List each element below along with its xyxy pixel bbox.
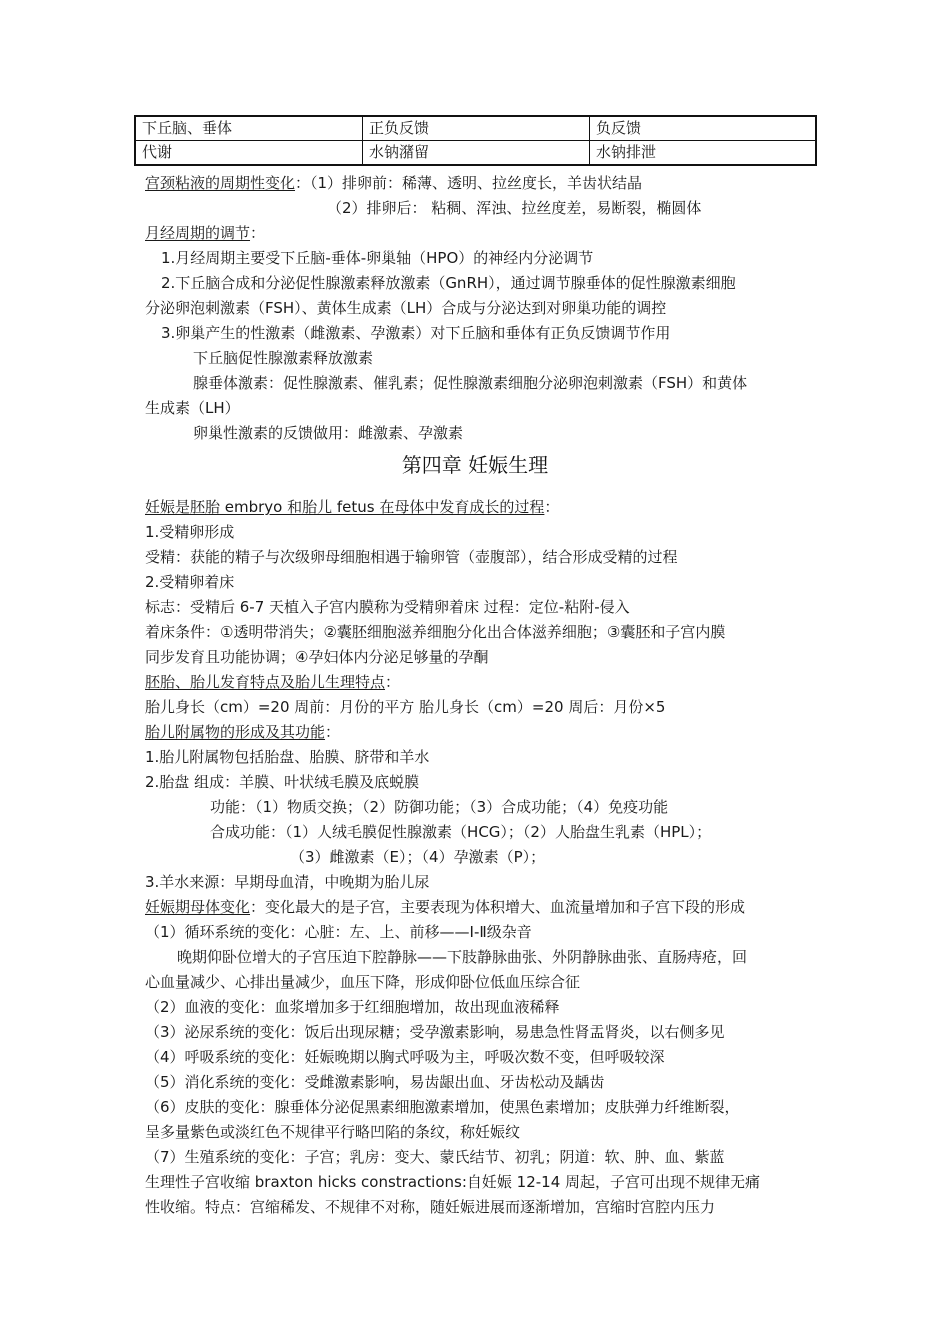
comparison-table	[134, 115, 817, 166]
maternal-l8: （6）皮肤的变化：腺垂体分泌促黑素细胞激素增加，使黑色素增加；皮肤弹力纤维断裂，	[145, 1098, 740, 1116]
maternal-l6: （4）呼吸系统的变化：妊娠晚期以胸式呼吸为主，呼吸次数不变，但呼吸较深	[145, 1048, 665, 1066]
maternal-l7: （5）消化系统的变化：受雌激素影响，易齿龈出血、牙齿松动及龋齿	[145, 1073, 605, 1091]
fetal-heading-line	[145, 672, 400, 692]
pregnancy-l5: 着床条件：①透明带消失；②囊胚细胞滋养细胞分化出合体滋养细胞；③囊胚和子宫内膜	[145, 623, 726, 641]
fetal-heading: 胚胎、胎儿发育特点及胎儿生理特点	[145, 673, 386, 691]
pregnancy-heading: 妊娠是胚胎 embryo 和胎儿 fetus 在母体中发育成长的过程	[145, 498, 545, 516]
appendages-l6: 3.羊水来源：早期母血清，中晚期为胎儿尿	[145, 873, 430, 891]
table-cell: 正负反馈	[363, 116, 590, 141]
menstrual-s2a: 腺垂体激素：促性腺激素、催乳素；促性腺激素细胞分泌卵泡刺激素（FSH）和黄体	[193, 374, 748, 392]
maternal-l12: 性收缩。特点：宫缩稀发、不规律不对称，随妊娠进展而逐渐增加，宫缩时宫腔内压力	[145, 1198, 716, 1216]
appendages-heading-line	[145, 722, 340, 742]
pregnancy-l1: 1.受精卵形成	[145, 523, 235, 541]
maternal-l10: （7）生殖系统的变化：子宫；乳房：变大、蒙氏结节、初乳；阴道：软、肿、血、紫蓝	[145, 1148, 725, 1166]
appendages-l2: 2.胎盘 组成：羊膜、叶状绒毛膜及底蜕膜	[145, 773, 420, 791]
appendages-l1: 1.胎儿附属物包括胎盘、胎膜、脐带和羊水	[145, 748, 430, 766]
pregnancy-heading-line	[145, 497, 559, 517]
table-row	[135, 116, 816, 141]
pregnancy-l2: 受精：获能的精子与次级卵母细胞相遇于输卵管（壶腹部），结合形成受精的过程	[145, 548, 678, 566]
appendages-l3: 功能：（1）物质交换；（2）防御功能；（3）合成功能；（4）免疫功能	[210, 798, 669, 816]
fetal-l1: 胎儿身长（cm）=20 周前：月份的平方 胎儿身长（cm）=20 周后：月份×5	[145, 698, 666, 716]
table-cell: 水钠排泄	[590, 141, 817, 166]
table-cell: 负反馈	[590, 116, 817, 141]
maternal-l1: （1）循环系统的变化：心脏：左、上、前移——Ⅰ-Ⅱ级杂音	[145, 923, 532, 941]
appendages-l5: （3）雌激素（E）；（4）孕激素（P）；	[290, 848, 546, 866]
heading-colon: ：	[544, 498, 560, 516]
cervical-text: ：（1）排卵前：稀薄、透明、拉丝度长，羊齿状结晶	[295, 174, 643, 192]
maternal-heading-line	[145, 897, 745, 917]
menstrual-heading: 月经周期的调节	[145, 224, 251, 242]
cervical-line-2: （2）排卵后： 粘稠、浑浊、拉丝度差，易断裂，椭圆体	[327, 199, 702, 217]
menstrual-p1: 1.月经周期主要受下丘脑-垂体-卵巢轴（HPO）的神经内分泌调节	[161, 249, 594, 267]
table-cell: 下丘脑、垂体	[135, 116, 363, 141]
chapter-title: 第四章 妊娠生理	[401, 453, 549, 477]
menstrual-heading-line	[145, 223, 265, 243]
menstrual-s2b: 生成素（LH）	[145, 399, 240, 417]
maternal-heading: 妊娠期母体变化	[145, 898, 251, 916]
maternal-l9: 呈多量紫色或淡红色不规律平行略凹陷的条纹，称妊娠纹	[145, 1123, 521, 1141]
menstrual-p3: 3.卵巢产生的性激素（雌激素、孕激素）对下丘脑和垂体有正负反馈调节作用	[161, 324, 671, 342]
menstrual-p2a: 2.下丘脑合成和分泌促性腺激素释放激素（GnRH），通过调节腺垂体的促性腺激素细胞	[161, 274, 736, 292]
maternal-l3: 心血量减少、心排出量减少，血压下降，形成仰卧位低血压综合征	[145, 973, 581, 991]
table-cell: 水钠潴留	[363, 141, 590, 166]
heading-colon: ：	[250, 224, 266, 242]
table-cell: 代谢	[135, 141, 363, 166]
menstrual-s3: 卵巢性激素的反馈做用：雌激素、孕激素	[193, 424, 464, 442]
cervical-line-1	[145, 173, 642, 193]
maternal-l2: 晚期仰卧位增大的子宫压迫下腔静脉——下肢静脉曲张、外阴静脉曲张、直肠痔疮，回	[177, 948, 748, 966]
appendages-l4: 合成功能：（1）人绒毛膜促性腺激素（HCG）；（2）人胎盘生乳素（HPL）；	[210, 823, 712, 841]
menstrual-p2b: 分泌卵泡刺激素（FSH）、黄体生成素（LH）合成与分泌达到对卵巢功能的调控	[145, 299, 667, 317]
appendages-heading: 胎儿附属物的形成及其功能	[145, 723, 326, 741]
maternal-l5: （3）泌尿系统的变化：饭后出现尿糖；受孕激素影响，易患急性肾盂肾炎，以右侧多见	[145, 1023, 725, 1041]
table-row	[135, 141, 816, 166]
pregnancy-l6: 同步发育且功能协调；④孕妇体内分泌足够量的孕酮	[145, 648, 489, 666]
maternal-l4: （2）血液的变化：血浆增加多于红细胞增加，故出现血液稀释	[145, 998, 560, 1016]
maternal-heading-text: ：变化最大的是子宫，主要表现为体积增大、血流量增加和子宫下段的形成	[250, 898, 746, 916]
heading-colon: ：	[325, 723, 341, 741]
menstrual-s1: 下丘脑促性腺激素释放激素	[193, 349, 374, 367]
maternal-l11: 生理性子宫收缩 braxton hicks constractions:自妊娠 12-14 周起，子宫可出现不规律无痛	[145, 1173, 761, 1191]
cervical-heading: 宫颈粘液的周期性变化	[145, 174, 296, 192]
heading-colon: ：	[385, 673, 401, 691]
pregnancy-l4: 标志：受精后 6-7 天植入子宫内膜称为受精卵着床 过程：定位-粘附-侵入	[145, 598, 630, 616]
pregnancy-l3: 2.受精卵着床	[145, 573, 235, 591]
